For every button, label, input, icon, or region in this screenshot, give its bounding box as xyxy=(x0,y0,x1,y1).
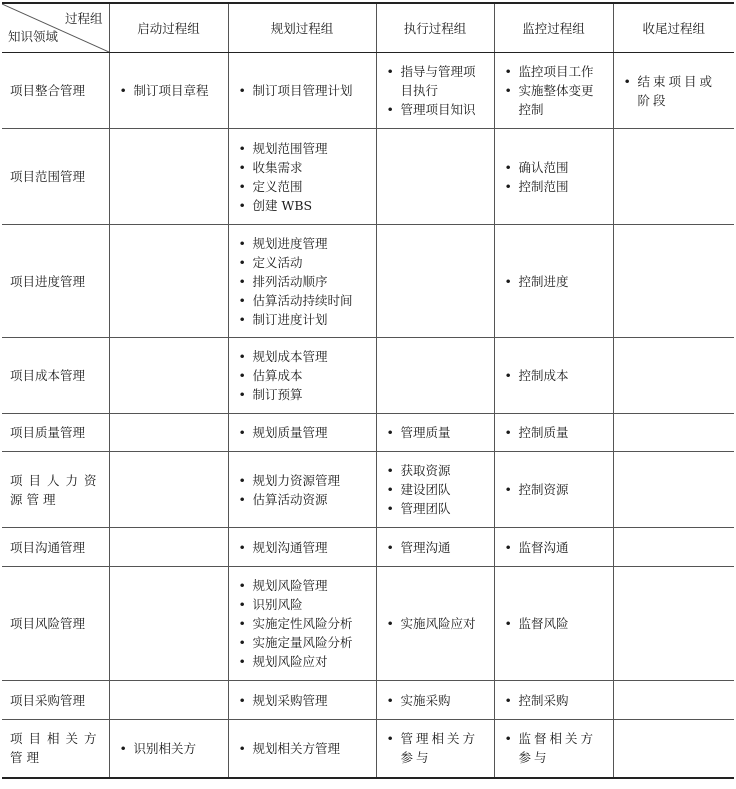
cell-executing xyxy=(376,567,494,681)
column-header-monitoring: 监控过程组 xyxy=(494,3,613,53)
process-list xyxy=(237,139,368,215)
cell-initiating xyxy=(109,338,228,414)
process-item: • 规划成本管理 xyxy=(237,347,368,366)
knowledge-area-cell xyxy=(2,53,109,129)
knowledge-area-cell xyxy=(2,225,109,338)
cell-closing xyxy=(613,338,734,414)
process-item: • 控制进度 xyxy=(503,272,605,291)
table-row xyxy=(2,414,734,452)
process-item: • 制订进度计划 xyxy=(237,310,368,329)
process-item: • 创建 WBS xyxy=(237,196,368,215)
process-item: • 监督沟通 xyxy=(503,538,605,557)
cell-closing xyxy=(613,567,734,681)
corner-label-knowledge-area: 知识领域 xyxy=(8,29,59,44)
cell-initiating xyxy=(109,414,228,452)
process-list xyxy=(503,423,605,442)
process-item: • 确认范围 xyxy=(503,158,605,177)
table-row xyxy=(2,452,734,528)
cell-planning xyxy=(228,528,376,567)
process-list xyxy=(503,729,605,767)
process-item: • 定义范围 xyxy=(237,177,368,196)
process-item: • 估算活动持续时间 xyxy=(237,291,368,310)
cell-monitoring xyxy=(494,567,613,681)
process-item: • 控制采购 xyxy=(503,691,605,710)
table-row xyxy=(2,681,734,720)
cell-planning xyxy=(228,129,376,225)
cell-monitoring xyxy=(494,452,613,528)
process-item: • 识别风险 xyxy=(237,595,368,614)
table-row xyxy=(2,338,734,414)
process-list xyxy=(118,81,220,100)
process-item: • 规划质量管理 xyxy=(237,423,368,442)
process-list xyxy=(503,614,605,633)
process-item: • 实施定量风险分析 xyxy=(237,633,368,652)
cell-executing xyxy=(376,53,494,129)
cell-closing xyxy=(613,129,734,225)
cell-initiating xyxy=(109,681,228,720)
process-list xyxy=(385,62,486,119)
knowledge-area-label: 项目质量管理 xyxy=(10,425,86,440)
cell-monitoring xyxy=(494,720,613,778)
process-list xyxy=(118,739,220,758)
process-knowledge-table xyxy=(2,2,734,779)
cell-executing xyxy=(376,452,494,528)
header-row xyxy=(2,3,734,53)
process-list xyxy=(385,538,486,557)
process-item: • 规划采购管理 xyxy=(237,691,368,710)
knowledge-area-cell xyxy=(2,338,109,414)
process-item: • 规划风险管理 xyxy=(237,576,368,595)
process-list xyxy=(237,691,368,710)
process-item: • 控制资源 xyxy=(503,480,605,499)
process-item: • 监控项目工作 xyxy=(503,62,605,81)
process-item: • 结束项目或阶段 xyxy=(622,72,727,110)
process-list xyxy=(503,480,605,499)
table-row xyxy=(2,129,734,225)
cell-planning xyxy=(228,681,376,720)
process-list xyxy=(237,538,368,557)
cell-closing xyxy=(613,528,734,567)
cell-monitoring xyxy=(494,225,613,338)
process-item: • 控制范围 xyxy=(503,177,605,196)
cell-executing xyxy=(376,414,494,452)
cell-initiating xyxy=(109,720,228,778)
knowledge-area-cell xyxy=(2,129,109,225)
process-list xyxy=(503,158,605,196)
cell-initiating xyxy=(109,528,228,567)
corner-label-process-group: 过程组 xyxy=(64,11,103,26)
cell-monitoring xyxy=(494,414,613,452)
process-list xyxy=(237,423,368,442)
process-item: • 监督相关方参与 xyxy=(503,729,605,767)
process-list xyxy=(385,729,486,767)
cell-executing xyxy=(376,681,494,720)
process-item: • 指导与管理项目执行 xyxy=(385,62,486,100)
knowledge-area-label: 项目风险管理 xyxy=(10,616,86,631)
process-list xyxy=(237,576,368,671)
cell-initiating xyxy=(109,567,228,681)
cell-closing xyxy=(613,452,734,528)
cell-executing xyxy=(376,225,494,338)
process-item: • 制订预算 xyxy=(237,385,368,404)
knowledge-area-label: 项目相关方管理 xyxy=(10,731,101,766)
cell-executing xyxy=(376,338,494,414)
knowledge-area-cell xyxy=(2,681,109,720)
knowledge-area-label: 项目整合管理 xyxy=(10,83,86,98)
process-item: • 实施整体变更控制 xyxy=(503,81,605,119)
table-row xyxy=(2,567,734,681)
process-item: • 实施采购 xyxy=(385,691,486,710)
process-item: • 管理项目知识 xyxy=(385,100,486,119)
cell-monitoring xyxy=(494,53,613,129)
cell-monitoring xyxy=(494,129,613,225)
process-item: • 控制质量 xyxy=(503,423,605,442)
cell-closing xyxy=(613,681,734,720)
process-list xyxy=(385,691,486,710)
knowledge-area-cell xyxy=(2,452,109,528)
cell-monitoring xyxy=(494,528,613,567)
process-item: • 制订项目管理计划 xyxy=(237,81,368,100)
process-item: • 管理沟通 xyxy=(385,538,486,557)
column-header-initiating: 启动过程组 xyxy=(109,3,228,53)
process-list xyxy=(503,538,605,557)
process-item: • 识别相关方 xyxy=(118,739,220,758)
cell-closing xyxy=(613,53,734,129)
process-item: • 管理团队 xyxy=(385,499,486,518)
cell-planning xyxy=(228,720,376,778)
table-row xyxy=(2,528,734,567)
process-list xyxy=(622,72,727,110)
process-item: • 管理相关方参与 xyxy=(385,729,486,767)
cell-initiating xyxy=(109,452,228,528)
knowledge-area-label: 项目采购管理 xyxy=(10,692,86,708)
knowledge-area-label: 项目范围管理 xyxy=(10,169,86,184)
knowledge-area-cell xyxy=(2,720,109,778)
cell-planning xyxy=(228,567,376,681)
cell-planning xyxy=(228,414,376,452)
process-item: • 定义活动 xyxy=(237,253,368,272)
cell-closing xyxy=(613,225,734,338)
corner-header xyxy=(2,3,109,53)
cell-executing xyxy=(376,129,494,225)
process-item: • 收集需求 xyxy=(237,158,368,177)
cell-planning xyxy=(228,53,376,129)
process-item: • 制订项目章程 xyxy=(118,81,220,100)
knowledge-area-label: 项目人力资源管理 xyxy=(10,472,101,507)
cell-executing xyxy=(376,720,494,778)
process-list xyxy=(237,234,368,329)
cell-planning xyxy=(228,338,376,414)
process-item: • 规划沟通管理 xyxy=(237,538,368,557)
column-header-planning: 规划过程组 xyxy=(228,3,376,53)
knowledge-area-label: 项目进度管理 xyxy=(10,273,86,289)
process-item: • 监督风险 xyxy=(503,614,605,633)
process-item: • 排列活动顺序 xyxy=(237,272,368,291)
column-header-closing: 收尾过程组 xyxy=(613,3,734,53)
process-list xyxy=(385,614,486,633)
cell-planning xyxy=(228,225,376,338)
process-item: • 实施定性风险分析 xyxy=(237,614,368,633)
cell-planning xyxy=(228,452,376,528)
process-item: • 获取资源 xyxy=(385,461,486,480)
knowledge-area-label: 项目成本管理 xyxy=(10,368,86,383)
process-list xyxy=(237,347,368,404)
cell-monitoring xyxy=(494,681,613,720)
process-item: • 估算活动资源 xyxy=(237,490,368,509)
table-row xyxy=(2,53,734,129)
process-item: • 规划进度管理 xyxy=(237,234,368,253)
process-item: • 管理质量 xyxy=(385,423,486,442)
column-header-executing: 执行过程组 xyxy=(376,3,494,53)
process-item: • 估算成本 xyxy=(237,366,368,385)
process-item: • 实施风险应对 xyxy=(385,614,486,633)
knowledge-area-label: 项目沟通管理 xyxy=(10,539,86,555)
process-list xyxy=(503,366,605,385)
process-list xyxy=(237,81,368,100)
cell-monitoring xyxy=(494,338,613,414)
process-item: • 控制成本 xyxy=(503,366,605,385)
process-list xyxy=(385,423,486,442)
process-item: • 规划风险应对 xyxy=(237,652,368,671)
cell-initiating xyxy=(109,129,228,225)
process-list xyxy=(237,471,368,509)
table-row xyxy=(2,225,734,338)
process-list xyxy=(503,62,605,119)
process-item: • 建设团队 xyxy=(385,480,486,499)
cell-closing xyxy=(613,414,734,452)
process-list xyxy=(237,739,368,758)
process-item: • 规划范围管理 xyxy=(237,139,368,158)
knowledge-area-cell xyxy=(2,528,109,567)
process-list xyxy=(503,691,605,710)
cell-initiating xyxy=(109,225,228,338)
cell-closing xyxy=(613,720,734,778)
table-row xyxy=(2,720,734,778)
cell-initiating xyxy=(109,53,228,129)
cell-executing xyxy=(376,528,494,567)
process-item: • 规划相关方管理 xyxy=(237,739,368,758)
process-list xyxy=(503,272,605,291)
knowledge-area-cell xyxy=(2,414,109,452)
process-list xyxy=(385,461,486,518)
process-item: • 规划力资源管理 xyxy=(237,471,368,490)
knowledge-area-cell xyxy=(2,567,109,681)
